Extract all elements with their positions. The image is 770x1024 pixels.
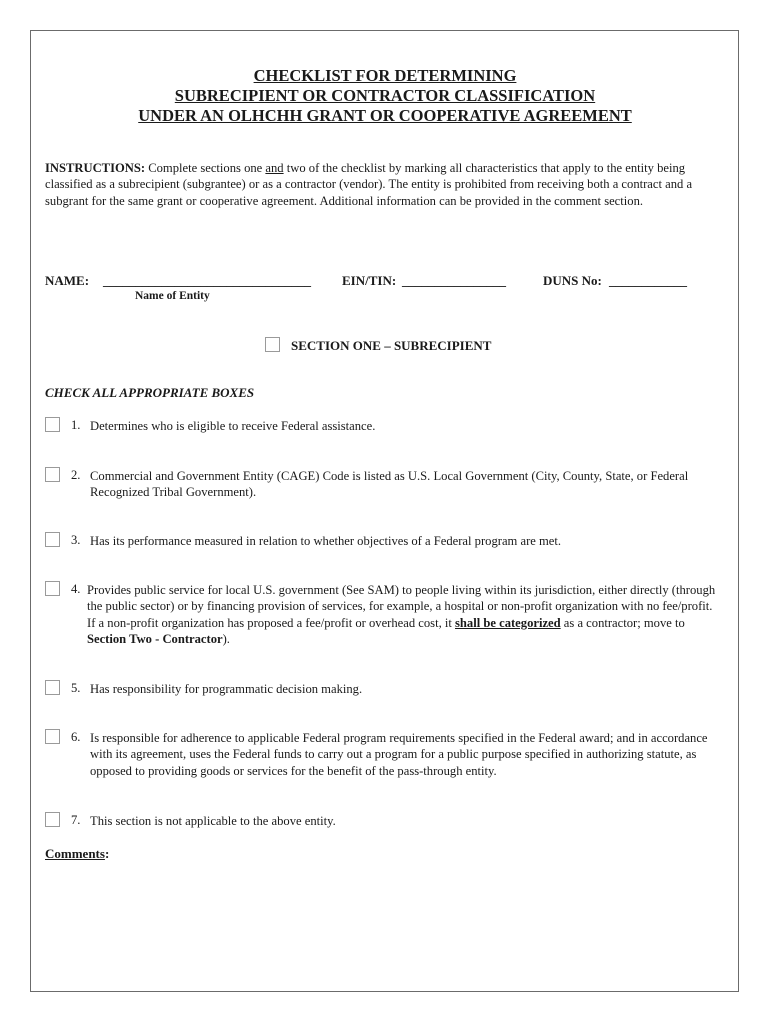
ein-label: EIN/TIN: [342,273,397,288]
check-instruction: CHECK ALL APPROPRIATE BOXES [45,385,255,400]
item-6-number: 6. [71,730,81,744]
instructions-emphasis: and [265,161,284,175]
section-title: SECTION ONE – SUBRECIPIENT [291,338,492,353]
item-3-text: Has its performance measured in relation to whether objectives of a Federal program are met. [90,534,562,548]
item-2-text: Commercial and Government Entity (CAGE) Code is listed as U.S. Local Government (City, County, State, or Federal Recognized Tribal Government). [90,469,689,500]
item-1-text: Determines who is eligible to receive Federal assistance. [90,419,376,433]
item-7-checkbox[interactable] [45,812,60,827]
item-7-number: 7. [71,813,81,827]
item-6-checkbox[interactable] [45,729,60,744]
item-5-number: 5. [71,681,81,695]
item-7-text: This section is not applicable to the above entity. [90,814,336,828]
name-label: NAME: [45,273,90,288]
title-line-2: SUBRECIPIENT OR CONTRACTOR CLASSIFICATION [174,86,596,105]
item-4-checkbox[interactable] [45,581,60,596]
item-6-text: Is responsible for adherence to applicable Federal program requirements specified in the Federal award; and in accordance with its agreement, uses the Federal funds to carry out a program for a public purpose specified in authorizing statute, as opposed to providing goods or services for the benefit of the pass-through entity. [90,731,708,778]
name-field[interactable]: ________________________________ [103,273,311,288]
item-3-number: 3. [71,533,81,547]
item-5-checkbox[interactable] [45,680,60,695]
item-4-number: 4. [71,582,81,596]
item-1-number: 1. [71,418,81,432]
section-one-checkbox[interactable] [265,337,280,352]
item-4-text: Provides public service for local U.S. government (See SAM) to people living within its jurisdiction, either directly (through the public sector) or by financing provision of services, for example, a hospital or non-profit organization with no fee/profit. If a non-profit organization has proposed a fee/profit or overhead cost, it shall be categorized as a contractor; move to Section Two - Contractor). [87,583,716,646]
instructions-label: INSTRUCTIONS: [45,161,146,175]
item-4-section-ref: Section Two - Contractor [87,631,223,646]
duns-field[interactable]: ____________ [609,273,687,288]
duns-label: DUNS No: [543,273,602,288]
name-caption: Name of Entity [135,290,210,302]
item-2-number: 2. [71,468,81,482]
comments-label: Comments: [45,846,110,861]
item-1-checkbox[interactable] [45,417,60,432]
item-5-text: Has responsibility for programmatic decision making. [90,682,363,696]
item-4-emphasis: shall be categorized [455,615,561,630]
item-3-checkbox[interactable] [45,532,60,547]
instructions-paragraph: INSTRUCTIONS: Complete sections one and two of the checklist by marking all characteristics that apply to the entity being classified as a subrecipient (subgrantee) or as a contractor (vendor). The entity is prohibited from receiving both a contract and a subgrant for the same grant or cooperative agreement. Additional information can be provided in the comment section. [45,161,693,208]
title-line-3: UNDER AN OLHCHH GRANT OR COOPERATIVE AGREEMENT [138,106,632,125]
item-2-checkbox[interactable] [45,467,60,482]
title-line-1: CHECKLIST FOR DETERMINING [253,66,517,85]
ein-field[interactable]: ________________ [402,273,506,288]
